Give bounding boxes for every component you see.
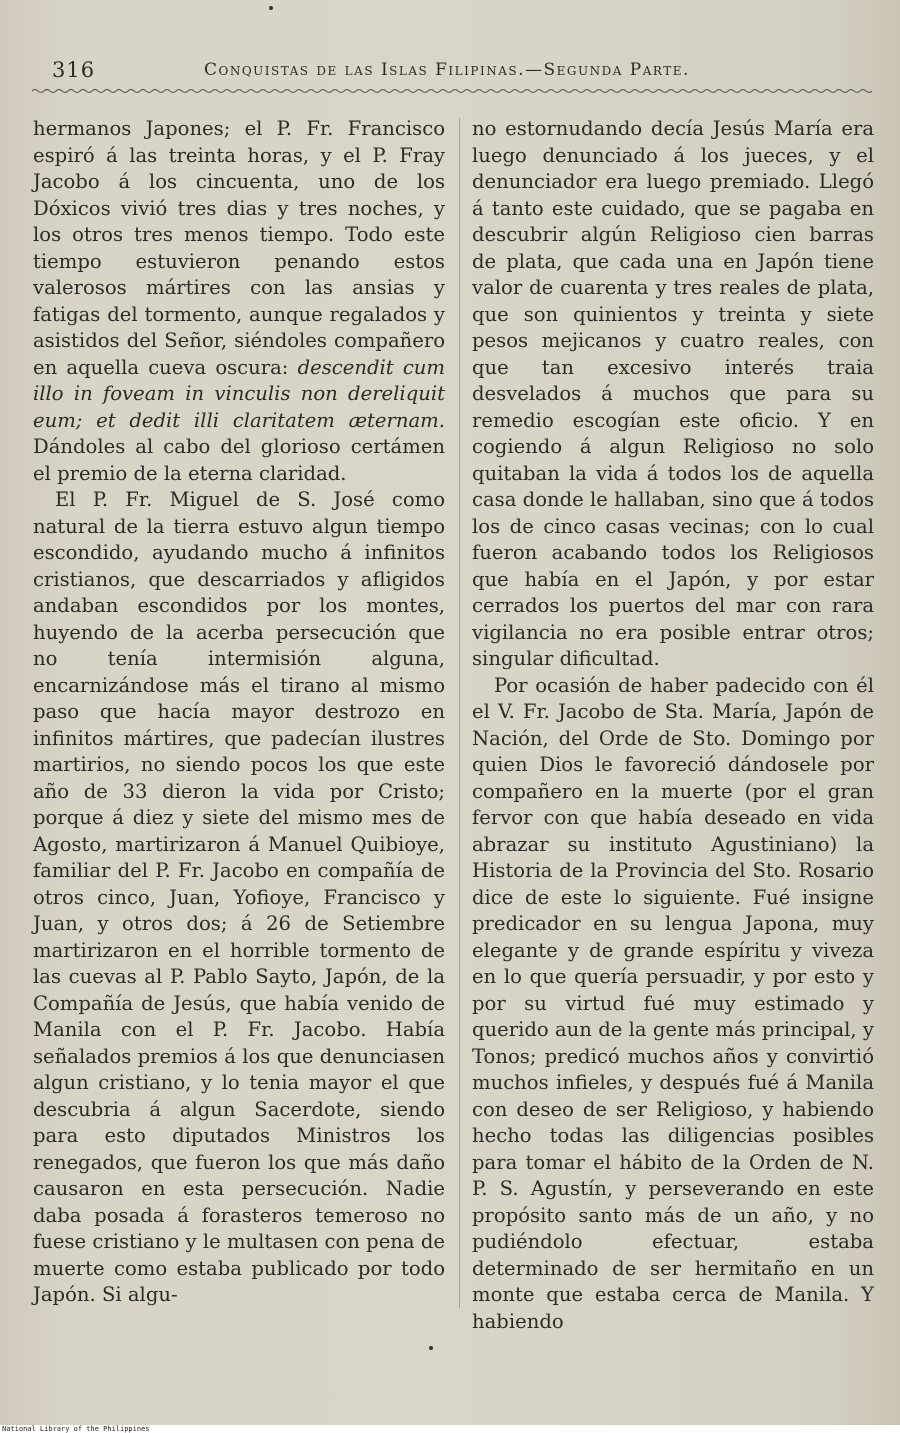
left-text-column bbox=[33, 116, 445, 1309]
paragraph: Por ocasión de haber padecido con él el V. Fr. Jacobo de Sta. María, Japón de Nación, del Orde de Sto. Domingo por quien Dios le favoreció dándosele por compañero en la muerte (por el gran fervor con que había deseado en vida abrazar su instituto Agustiniano) la Historia de la Provincia del Sto. Rosario dice de este lo siguiente. Fué insigne predicador en su lengua Japona, muy elegante y de grande espíritu y viveza en lo que quería persuadir, y por esto y por su virtud fué muy estimado y querido aun de la gente más principal, y Tonos; predicó muchos años y convirtió muchos infieles, y después fué á Manila con deseo de ser Religioso, y habiendo hecho todas las diligencias posibles para tomar el hábito de la Orden de N. P. S. Agustín, y perseverando en este propósito santo más de un año, y no pudiéndolo efectuar, estaba determinado de ser hermitaño en un monte que estaba cerca de Manila. Y habiendo bbox=[472, 673, 874, 1333]
paragraph-text: Dándoles al cabo del glorioso certámen el premio de la eterna claridad. bbox=[33, 435, 445, 485]
ink-speck bbox=[269, 6, 273, 10]
library-watermark: National Library of the Philippines bbox=[2, 1425, 150, 1433]
latin-quotation: descendit cum illo in foveam in vinculis non dereliquit eum; et dedit illi claritatem æternam. bbox=[33, 355, 446, 432]
paragraph: no estornudando decía Jesús María era luego denunciado á los jueces, y el denunciador era luego premiado. Llegó á tanto este cuidado, que se pagaba en descubrir algún Religioso cien barras de plata, que cada una en Japón tiene valor de cuarenta y tres reales de plata, que son quinientos y treinta y siete pesos mejicanos y cuatro reales, con que tan excesivo interés traia desvelados á muchos que para su remedio escogían este oficio. Y en cogiendo á algun Religioso no solo quitaban la vida á todos los de aquella casa donde le hallaban, sino que á todos los de cinco casas vecinas; con lo cual fueron acabando todos los Religiosos que había en el Japón, y por estar cerrados los puertos del mar con rara vigilancia no era posible entrar otros; singular dificultad. bbox=[472, 117, 874, 670]
paragraph-text: hermanos Japones; el P. Fr. Francisco espiró á las treinta horas, y el P. Fray Jacobo á los cincuenta, uno de los Dóxicos vivió tres dias y tres noches, y los otros tres menos tiempo. Todo este tiempo estuvieron penando estos valerosos mártires con las ansias y fatigas del tormento, aunque regalados y asistidos del Señor, siéndoles compañero en aquella cueva oscura: bbox=[33, 117, 445, 379]
page-number: 316 bbox=[52, 58, 96, 82]
right-text-column bbox=[472, 116, 874, 1335]
page-header bbox=[30, 58, 870, 88]
header-ornamental-rule bbox=[32, 88, 872, 94]
column-divider bbox=[459, 118, 460, 1308]
running-title: Conquistas de las Islas Filipinas.—Segunda Parte. bbox=[204, 60, 690, 80]
paragraph bbox=[33, 116, 445, 487]
paragraph: El P. Fr. Miguel de S. José como natural de la tierra estuvo algun tiempo escondido, ayudando mucho á infinitos cristianos, que descarriados y afligidos andaban escondidos por los montes, huyendo de la acerba persecución que no tenía intermisión alguna, encarnizándose más el tirano al mismo paso que hacía mayor destrozo en infinitos mártires, que padecían ilustres martirios, no siendo pocos los que este año de 33 dieron la vida por Cristo; porque á diez y siete del mismo mes de Agosto, martirizaron á Manuel Quibioye, familiar del P. Fr. Jacobo en compañía de otros cinco, Juan, Yofioye, Francisco y Juan, y otros dos; á 26 de Setiembre martirizaron en el horrible tormento de las cuevas al P. Pablo Sayto, Japón, de la Compañía de Jesús, que había venido de Manila con el P. Fr. Jacobo. Había señalados premios á los que denunciasen algun cristiano, y lo tenia mayor el que descubria á algun Sacerdote, siendo para esto diputados Ministros los renegados, que fueron los que más daño causaron en esta persecución. Nadie daba posada á forasteros temeroso no fuese cristiano y le multasen con pena de muerte como estaba publicado por todo Japón. Si algu- bbox=[33, 488, 445, 1306]
ink-speck bbox=[429, 1346, 433, 1350]
